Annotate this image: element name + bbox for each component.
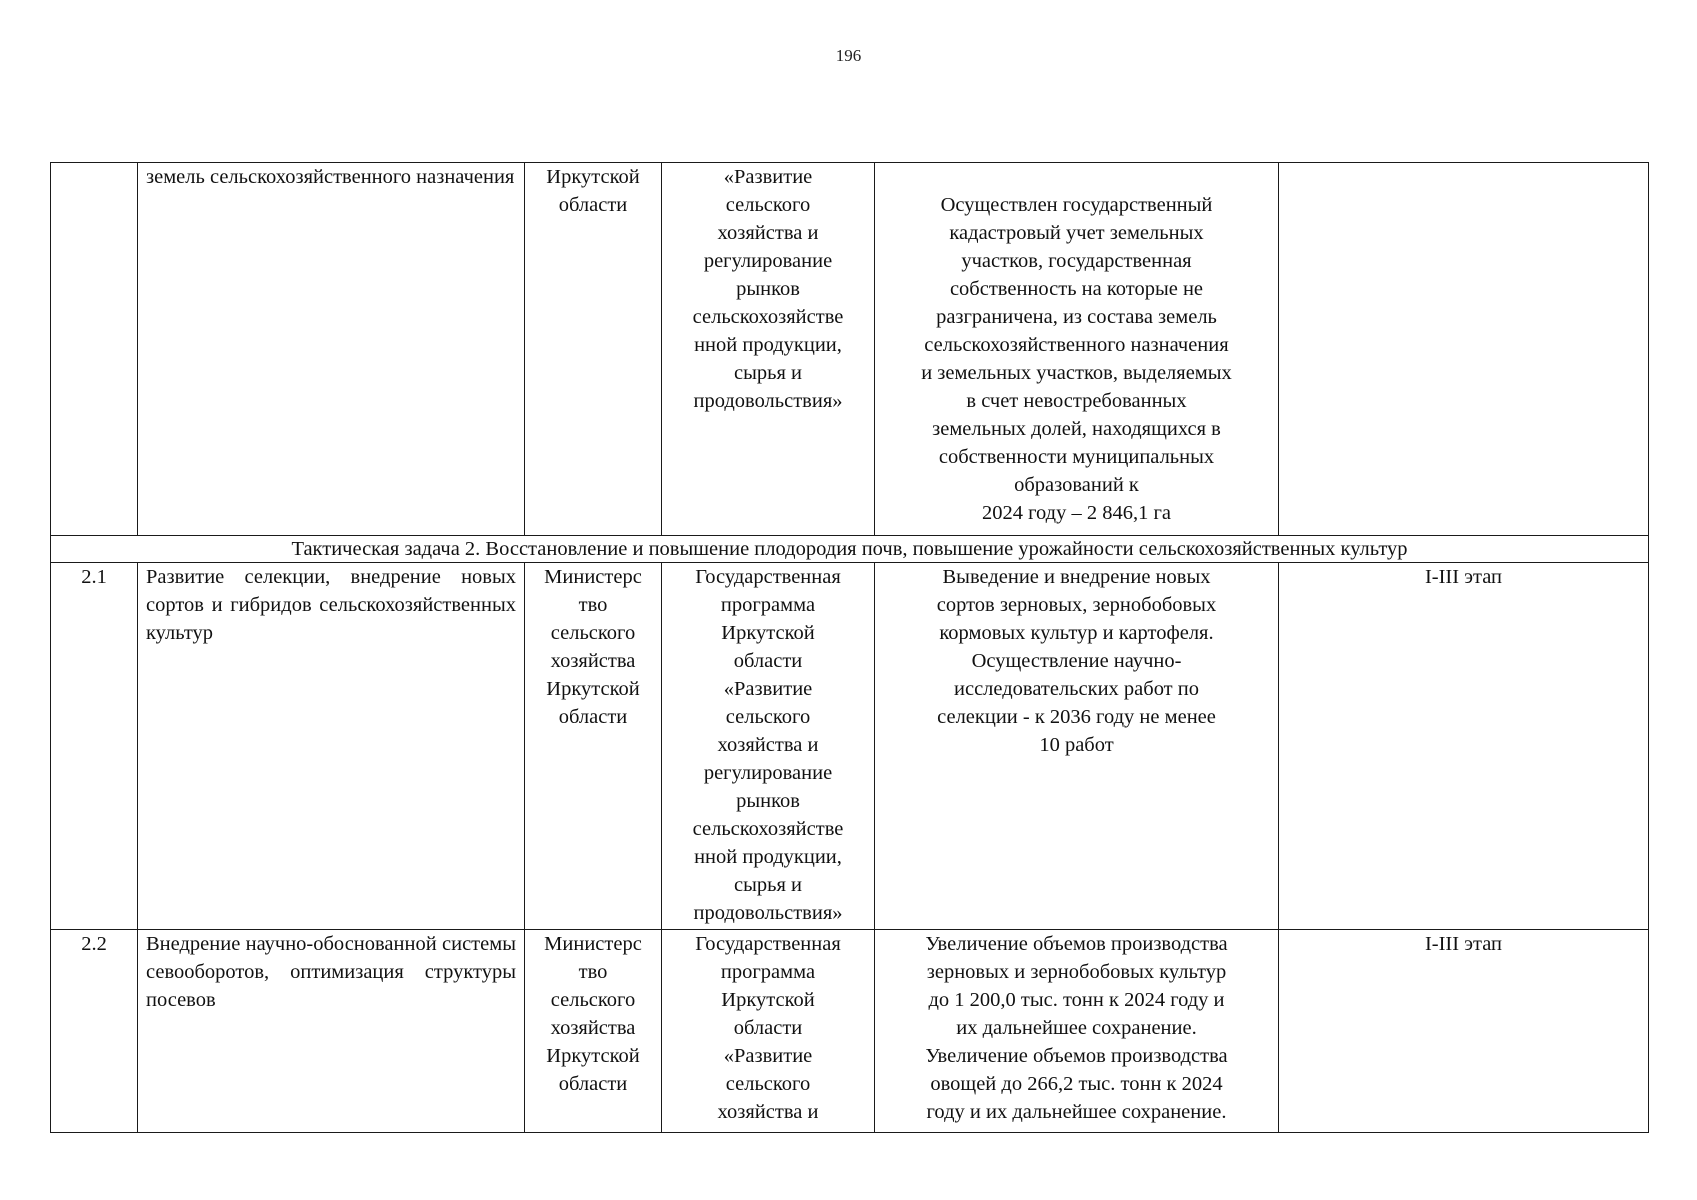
table-row [51, 163, 1649, 536]
page-number: 196 [835, 46, 862, 65]
row-number-cell [51, 163, 138, 536]
responsible-cell: Иркутской области [525, 163, 662, 536]
section-title: Тактическая задача 2. Восстановление и повышение плодородия почв, повышение урожайности сельскохозяйственных культур [51, 536, 1649, 563]
measure-name-cell: земель сельскохозяйственного назначения [138, 163, 525, 536]
table-row [51, 930, 1649, 1133]
responsible-cell: Министерс тво сельского хозяйства Иркутской области [525, 930, 662, 1133]
row-number-cell: 2.1 [51, 563, 138, 930]
table-row [51, 563, 1649, 930]
program-cell: Государственная программа Иркутской области «Развитие сельского хозяйства и регулирование рынков сельскохозяйстве нной продукции, сырья и продовольствия» [662, 563, 875, 930]
section-heading-row [51, 536, 1649, 563]
measure-name-cell: Внедрение научно-обоснованной системы севооборотов, оптимизация структуры посевов [138, 930, 525, 1133]
result-cell: Выведение и внедрение новых сортов зерновых, зернобобовых кормовых культур и картофеля. Осуществление научно- исследовательских работ по селекции - к 2036 году не менее 10 работ [875, 563, 1279, 930]
program-cell: «Развитие сельского хозяйства и регулирование рынков сельскохозяйстве нной продукции, сырья и продовольствия» [662, 163, 875, 536]
result-cell: Осуществлен государственный кадастровый учет земельных участков, государственная собственность на которые не разграничена, из состава земель сельскохозяйственного назначения и земельных участков, выделяемых в счет невостребованных земельных долей, находящихся в собственности муниципальных образований к 2024 году – 2 846,1 га [875, 163, 1279, 536]
program-cell: Государственная программа Иркутской области «Развитие сельского хозяйства и [662, 930, 875, 1133]
responsible-cell: Министерс тво сельского хозяйства Иркутской области [525, 563, 662, 930]
stage-cell: I-III этап [1279, 930, 1649, 1133]
result-cell: Увеличение объемов производства зерновых и зернобобовых культур до 1 200,0 тыс. тонн к 2024 году и их дальнейшее сохранение. Увеличение объемов производства овощей до 266,2 тыс. тонн к 2024 году и их дальнейшее сохранение. [875, 930, 1279, 1133]
row-number-cell: 2.2 [51, 930, 138, 1133]
stage-cell [1279, 163, 1649, 536]
measure-name-cell: Развитие селекции, внедрение новых сортов и гибридов сельскохозяйственных культур [138, 563, 525, 930]
stage-cell: I-III этап [1279, 563, 1649, 930]
measures-table [50, 162, 1649, 1133]
